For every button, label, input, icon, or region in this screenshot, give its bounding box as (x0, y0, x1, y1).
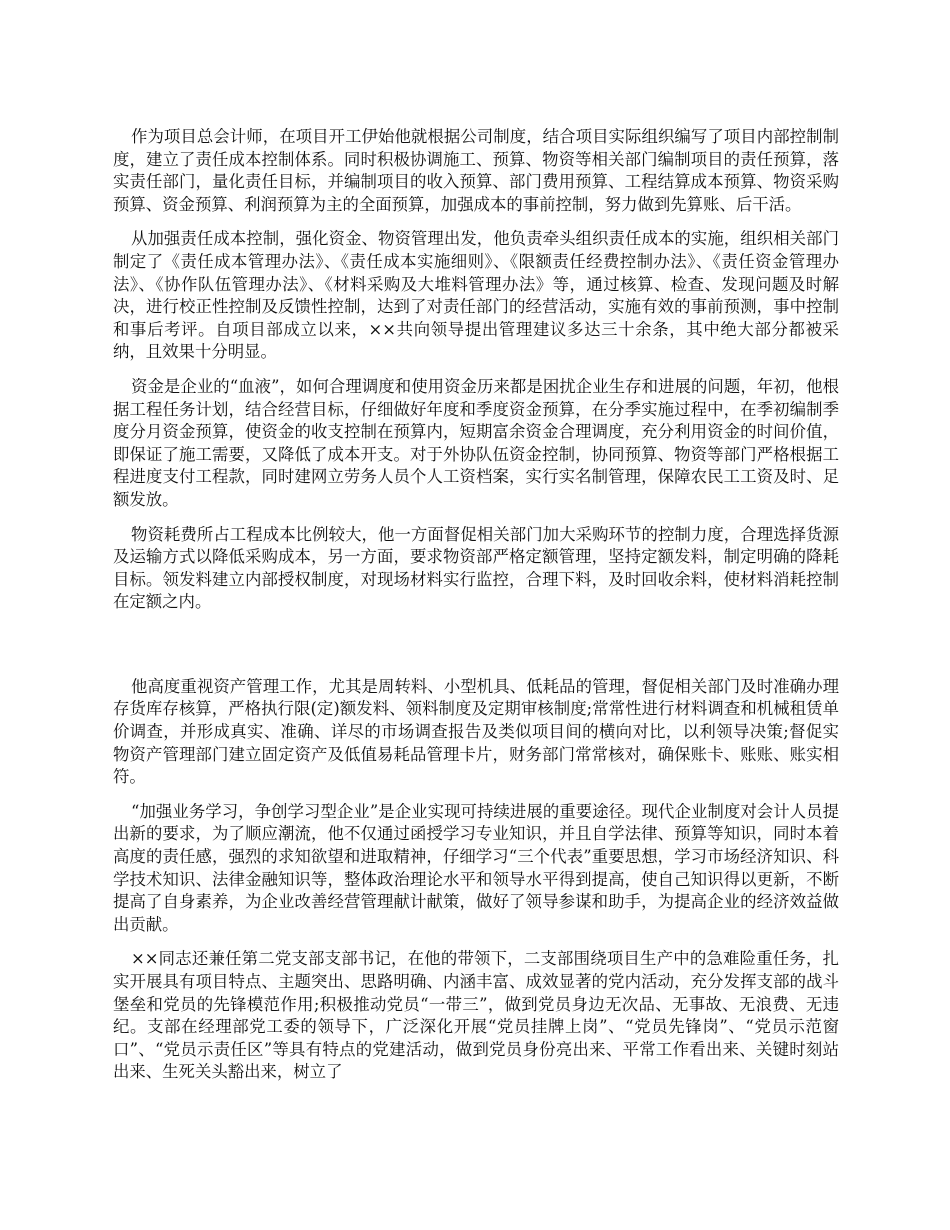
paragraph-responsibility-cost: 从加强责任成本控制，强化资金、物资管理出发，他负责牵头组织责任成本的实施，组织相关部门制定了《责任成本管理办法》、《责任成本实施细则》、《限额责任经费控制办法》、《责任资金管理办法》、《协作队伍管理办法》、《材料采购及大堆料管理办法》等，通过核算、检查、发现问题及时解决，进行校正性控制及反馈性控制，达到了对责任部门的经营活动，实施有效的事前预测，事中控制和事后考评。自项目部成立以来，××共向领导提出管理建议多达三十余条，其中绝大部分都被采纳，且效果十分明显。 (113, 229, 839, 362)
paragraph-material-consumption: 物资耗费所占工程成本比例较大，他一方面督促相关部门加大采购环节的控制力度，合理选择货源及运输方式以降低采购成本，另一方面，要求物资部严格定额管理，坚持定额发料，制定明确的降耗目标。领发料建立内部授权制度，对现场材料实行监控，合理下料，及时回收余料，使材料消耗控制在定额之内。 (113, 524, 839, 612)
paragraph-fund-management: 资金是企业的“血液”，如何合理调度和使用资金历来都是困扰企业生存和进展的问题，年初，他根据工程任务计划，结合经营目标，仔细做好年度和季度资金预算，在分季实施过程中，在季初编制季度分月资金预算，使资金的收支控制在预算内，短期富余资金合理调度，充分利用资金的时间价值，即保证了施工需要，又降低了成本开支。对于外协队伍资金控制，协同预算、物资等部门严格根据工程进度支付工程款，同时建网立劳务人员个人工资档案，实行实名制管理，保障农民工工资及时、足额发放。 (113, 376, 839, 509)
paragraph-learning: “加强业务学习，争创学习型企业”是企业实现可持续进展的重要途径。现代企业制度对会计人员提出新的要求，为了顺应潮流，他不仅通过函授学习专业知识，并且自学法律、预算等知识，同时本着高度的责任感，强烈的求知欲望和进取精神，仔细学习“三个代表”重要思想，学习市场经济知识、科学技术知识、法律金融知识等，整体政治理论水平和领导水平得到提高，使自己知识得以更新，不断提高了自身素养，为企业改善经营管理献计献策，做好了领导参谋和助手，为提高企业的经济效益做出贡献。 (113, 801, 839, 934)
paragraph-budget-control: 作为项目总会计师，在项目开工伊始他就根据公司制度，结合项目实际组织编写了项目内部控制制度，建立了责任成本控制体系。同时积极协调施工、预算、物资等相关部门编制项目的责任预算，落实责任部门，量化责任目标，并编制项目的收入预算、部门费用预算、工程结算成本预算、物资采购预算、资金预算、利润预算为主的全面预算，加强成本的事前控制，努力做到先算账、后干活。 (113, 127, 839, 214)
section-gap (113, 626, 839, 676)
paragraph-party-branch: ××同志还兼任第二党支部支部书记，在他的带领下，二支部围绕项目生产中的急难险重任务，扎实开展具有项目特点、主题突出、思路明确、内涵丰富、成效显著的党内活动，充分发挥支部的战斗堡垒和党员的先锋模范作用;积极推动党员“一带三”，做到党员身边无次品、无事故、无浪费、无违纪。支部在经理部党工委的领导下，广泛深化开展“党员挂牌上岗”、“党员先锋岗”、“党员示范窗口”、“党员示责任区”等具有特点的党建活动，做到党员身份亮出来、平常工作看出来、关键时刻站出来、生死关头豁出来，树立了 (113, 949, 839, 1082)
paragraph-asset-management: 他高度重视资产管理工作，尤其是周转料、小型机具、低耗品的管理，督促相关部门及时准确办理存货库存核算，严格执行限(定)额发料、领料制度及定期审核制度;常常性进行材料调查和机械租赁单价调查，并形成真实、准确、详尽的市场调查报告及类似项目间的横向对比，以利领导决策;督促实物资产管理部门建立固定资产及低值易耗品管理卡片，财务部门常常核对，确保账卡、账账、账实相符。 (113, 676, 839, 787)
document-body (113, 126, 839, 1096)
